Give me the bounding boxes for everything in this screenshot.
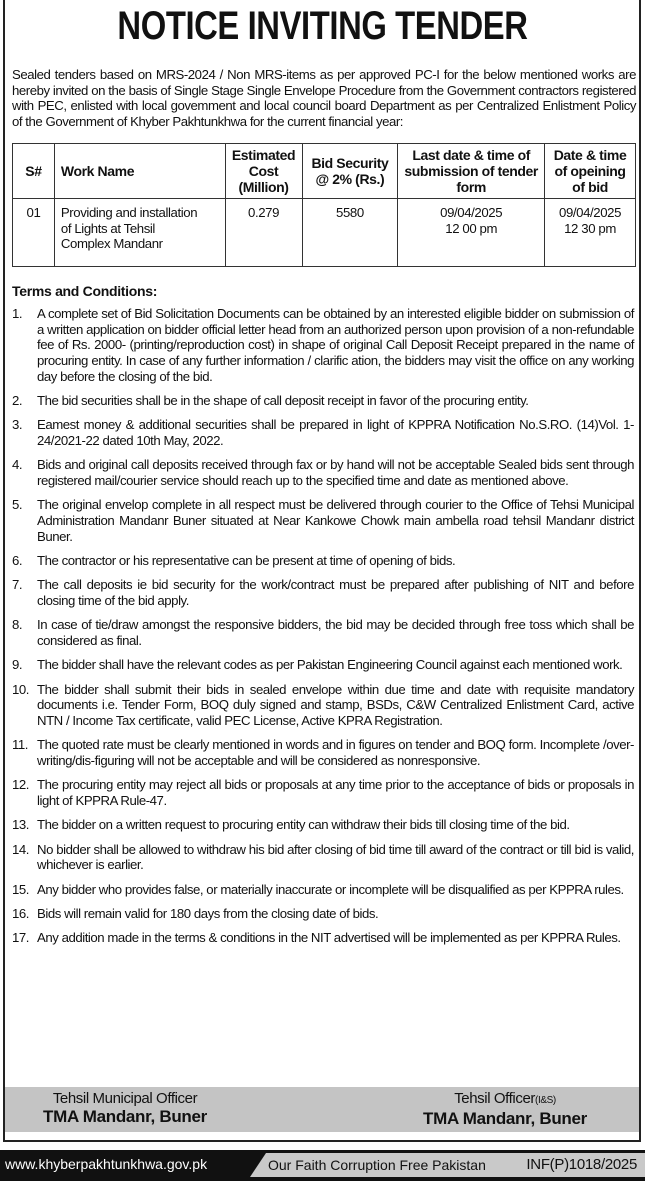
- term-number: 5.: [12, 497, 23, 513]
- term-text: Bids and original call deposits received through fax or by hand will not be acceptable Sealed bids sent through registered mail/courier service should reach up to the specified time and date as mentioned above.: [37, 457, 634, 489]
- term-text: The quoted rate must be clearly mentioned in words and in figures on tender and BOQ form. Incomplete /over-writing/dis-figuring will not be acceptable and will be considered as nonresponsive.: [37, 737, 634, 769]
- term-item: [12, 306, 634, 385]
- table-row: [13, 199, 636, 267]
- cell-work-name: Providing and installation of Lights at Tehsil Complex Mandanr: [54, 199, 225, 267]
- term-item: [12, 777, 634, 808]
- footer-reference: INF(P)1018/2025: [526, 1156, 637, 1173]
- term-text: In case of tie/draw amongst the responsive bidders, the bid may be decided through free toss which shall be considered as final.: [37, 617, 634, 649]
- term-text: The original envelop complete in all respect must be delivered through courier to the Office of Tehsi Municipal Administration Mandanr Buner situated at Near Kankowe Chowk main ambella road tehsil Mandanr district Buner.: [37, 497, 634, 544]
- term-item: [12, 577, 634, 608]
- term-text: Any addition made in the terms & conditions in the NIT advertised will be implemented as per KPPRA Rules.: [37, 930, 621, 946]
- footer-bar: [0, 1150, 645, 1181]
- term-number: 7.: [12, 577, 23, 593]
- term-text: The contractor or his representative can be present at time of opening of bids.: [37, 553, 456, 569]
- term-number: 14.: [12, 841, 29, 857]
- header-sno: S#: [13, 144, 55, 199]
- footer-url[interactable]: www.khyberpakhtunkhwa.gov.pk: [5, 1156, 208, 1172]
- open-time: 12 30 pm: [564, 220, 616, 236]
- term-item: [12, 497, 634, 544]
- header-estimated-cost: Estimated Cost (Million): [225, 144, 302, 199]
- last-date: 09/04/2025: [440, 205, 503, 220]
- term-number: 4.: [12, 457, 23, 473]
- signature-right: [405, 1090, 605, 1128]
- term-text: The bidder shall submit their bids in sealed envelope within due time and date with requisite mandatory documents i.e. Tender Form, BOQ duly signed and stamp, BSDs, C&W Centralized Enlistment Card, active NTN / Income Tax certificate, valid PEC License, Active KPRA Registration.: [37, 681, 634, 729]
- header-bid-security: Bid Security @ 2% (Rs.): [302, 144, 398, 199]
- terms-list: [12, 306, 634, 955]
- term-number: 15.: [12, 881, 29, 897]
- term-number: 13.: [12, 817, 29, 833]
- signature-right-suffix: (I&S): [535, 1095, 556, 1106]
- signature-left-org: TMA Mandanr, Buner: [43, 1107, 207, 1126]
- term-item: [12, 882, 634, 898]
- term-item: [12, 393, 634, 409]
- cell-cost: 0.279: [225, 199, 302, 267]
- cell-sno: 01: [13, 199, 55, 267]
- term-item: [12, 737, 634, 768]
- term-text: The bid securities shall be in the shape of call deposit receipt in favor of the procuring entity.: [37, 393, 529, 409]
- term-text: The bidder on a written request to procuring entity can withdraw their bids till closing time of the bid.: [37, 817, 570, 833]
- term-number: 17.: [12, 930, 29, 946]
- term-item: [12, 906, 634, 922]
- signature-band: [5, 1087, 639, 1132]
- page-title: NOTICE INVITING TENDER: [117, 4, 528, 48]
- cell-opening-date: [545, 199, 636, 267]
- term-number: 8.: [12, 617, 23, 633]
- term-text: Bids will remain valid for 180 days from the closing date of bids.: [37, 906, 379, 921]
- term-item: [12, 657, 634, 673]
- term-item: [12, 930, 634, 946]
- term-number: 16.: [12, 906, 29, 921]
- term-number: 12.: [12, 777, 29, 793]
- term-number: 11.: [12, 737, 29, 753]
- last-time: 12 00 pm: [445, 220, 498, 236]
- term-number: 10.: [12, 681, 29, 697]
- term-number: 9.: [12, 657, 23, 673]
- terms-heading: Terms and Conditions:: [12, 283, 158, 299]
- tender-table: [12, 143, 636, 267]
- header-work-name: Work Name: [54, 144, 225, 199]
- intro-paragraph: Sealed tenders based on MRS-2024 / Non MRS-items as per approved PC-I for the below mentioned works are hereby invited on the basis of Single Stage Single Envelope Procedure from the Government contractors registered with PEC, enlisted with local govemment and local council board Department as per Centralized Enlistment Policy of the Government of Khyber Pakhtunkhwa for the current financial year:: [12, 67, 636, 129]
- term-text: A complete set of Bid Solicitation Documents can be obtained by an interested eligible bidder on submission of a written application on bidder official letter head from an authorized person upon provision of a non-refundable fee of Rs. 2000- (printing/reproduction cost) in shape of original Call Deposit Receipt prepared in the name of procuring entity. In case of any further information / clarific ation, the bidders may visit the office on any working day before the closing of the bid.: [37, 306, 634, 384]
- term-item: [12, 682, 634, 729]
- term-text: Eamest money & additional securities shall be prepared in light of KPPRA Notification No.S.RO. (14)Vol. 1-24/2021-22 dated 10th May, 2022.: [37, 417, 634, 449]
- footer-slogan: Our Faith Corruption Free Pakistan: [268, 1157, 486, 1173]
- term-number: 1.: [12, 306, 23, 321]
- signature-right-org: TMA Mandanr, Buner: [423, 1109, 587, 1128]
- header-last-date: Last date & time of submission of tender form: [398, 144, 545, 199]
- term-item: [12, 553, 634, 569]
- term-number: 3.: [12, 417, 23, 433]
- signature-left: [35, 1090, 215, 1126]
- term-text: The bidder shall have the relevant codes as per Pakistan Engineering Council against each mentioned work.: [37, 657, 623, 673]
- table-header-row: [13, 144, 636, 199]
- term-item: [12, 617, 634, 648]
- term-item: [12, 817, 634, 833]
- cell-security: 5580: [302, 199, 398, 267]
- term-item: [12, 842, 634, 873]
- term-number: 2.: [12, 393, 23, 409]
- signature-left-title: Tehsil Municipal Officer: [52, 1090, 198, 1107]
- open-date: 09/04/2025: [559, 205, 622, 220]
- term-item: [12, 417, 634, 448]
- term-text: No bidder shall be allowed to withdraw his bid after closing of bid time till award of the contract or till bid is valid, whichever is earlier.: [37, 841, 634, 873]
- header-opening-date: Date & time of opeining of bid: [545, 144, 636, 199]
- term-text: The procuring entity may reject all bids or proposals at any time prior to the acceptance of bids or proposals in light of KPPRA Rule-47.: [37, 777, 634, 809]
- signature-right-title: Tehsil Officer: [454, 1090, 536, 1107]
- term-item: [12, 457, 634, 488]
- term-text: Any bidder who provides false, or materially inaccurate or incomplete will be disqualified as per KPPRA rules.: [37, 881, 624, 897]
- cell-last-date: [398, 199, 545, 267]
- term-number: 6.: [12, 553, 23, 569]
- term-text: The call deposits ie bid security for the work/contract must be prepared after publishing of NIT and before closing time of the bid apply.: [37, 577, 634, 609]
